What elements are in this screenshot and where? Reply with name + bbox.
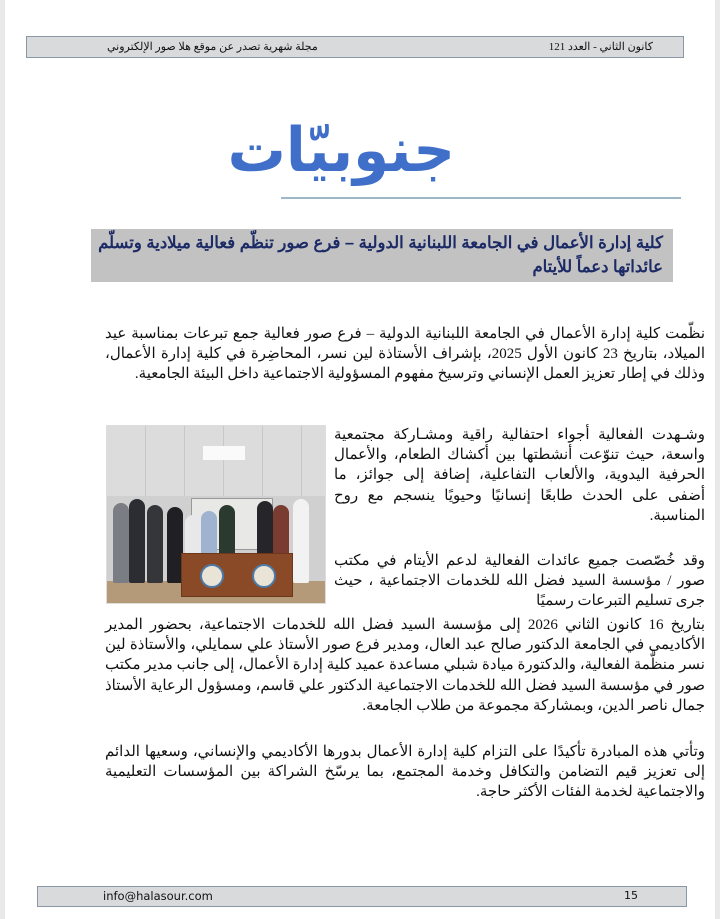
article-title-box <box>91 229 673 282</box>
logo-divider <box>281 197 681 199</box>
ceiling-light <box>203 446 245 460</box>
page-number: 15 <box>624 889 638 902</box>
liu-seal-icon <box>252 564 276 588</box>
person <box>147 505 163 583</box>
podium <box>181 553 293 597</box>
header-bar <box>26 36 684 58</box>
event-photo <box>106 425 326 604</box>
person <box>293 499 309 583</box>
magazine-logo: جنوبيّات <box>227 114 455 186</box>
footer-bar <box>37 886 687 907</box>
issue-label: كانون الثاني - العدد 121 <box>548 41 653 53</box>
paragraph-atmosphere: وشـهدت الفعالية أجواء احتفالية راقية ومشـاركة مجتمعية واسعة، حيث تنوّعت أنشطتها بين أكشاك الطعام، والأعمال الحرفية اليدوية، والألعاب التفاعلية، إضافة إلى جوائز، ما أضفى على الحدث طابعًا إنسانيًا وحيويًا ينسجم مع روح المناسبة. <box>334 427 705 524</box>
document-page <box>5 0 715 919</box>
paragraph-intro: نظّمت كلية إدارة الأعمال في الجامعة اللبنانية الدولية – فرع صور فعالية جمع تبرعات بمناسبة عيد الميلاد، بتاريخ 23 كانون الأول 2025، بإشراف الأستاذة لين نسر، المحاضِرة في كلية إدارة الأعمال، وذلك في إطار تعزيز العمل الإنساني وترسيخ مفهوم المسؤولية الاجتماعية داخل البيئة الجامعية. <box>105 326 706 383</box>
person <box>129 499 145 583</box>
paragraph-handover: بتاريخ 16 كانون الثاني 2026 إلى مؤسسة السيد فضل الله للخدمات الاجتماعية، بحضور المدير الأكاديمي في الجامعة الدكتور صالح عبد العال، ومدير فرع صور الأستاذ علي سمايلي، والأستاذة لين نسر منظّمة الفعالية، والدكتورة ميادة شبلي مساعدة عميد كلية إدارة الأعمال، إلى جانب مدير مكتب صور في مؤسسة السيد فضل الله للخدمات الاجتماعية الدكتور علي قاسم، ومسؤول الرعاية الأستاذ جمال ناصر الدين، وبمشاركة مجموعة من طلاب الجامعة. <box>105 617 706 714</box>
liu-seal-icon <box>200 564 224 588</box>
paragraph-conclusion: وتأتي هذه المبادرة تأكيدًا على التزام كلية إدارة الأعمال بدورها الأكاديمي والإنساني، وسعيها الدائم إلى تعزيز قيم التضامن والتكافل وخدمة المجتمع، بما يرسّخ الشراكة بين المؤسسات التعليمية والاجتماعية لخدمة الفئات الأكثر حاجة. <box>105 744 705 801</box>
contact-email[interactable]: info@halasour.com <box>103 889 213 903</box>
paragraph-proceeds: وقد خُصّصت جميع عائدات الفعالية لدعم الأيتام في مكتب صور / مؤسسة السيد فضل الله للخدمات الاجتماعية ، حيث جرى تسليم التبرعات رسميًا <box>334 553 705 610</box>
person <box>113 503 129 583</box>
magazine-tagline: مجلة شهرية تصدر عن موقع هلا صور الإلكتروني <box>107 41 318 53</box>
article-title: كلية إدارة الأعمال في الجامعة اللبنانية الدولية – فرع صور تنظّم فعالية ميلادية وتسلّم عائداتها دعماً للأيتام <box>98 234 663 276</box>
